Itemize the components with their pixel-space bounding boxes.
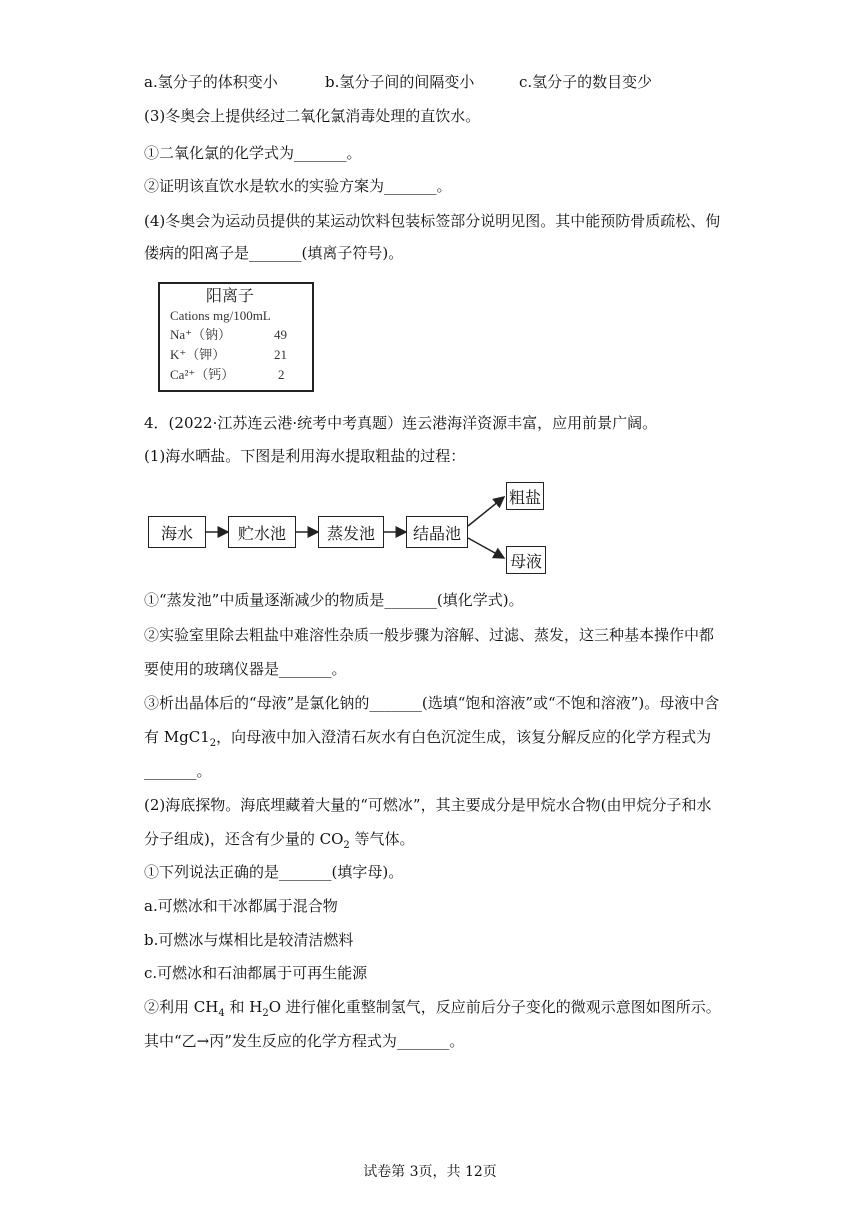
choice-b: b.可燃冰与煤相比是较清洁燃料 [144, 931, 354, 949]
question-4-2-cont: 分子组成)，还含有少量的 $CO_2$ 等气体。 [144, 830, 415, 851]
choice-a: a.可燃冰和干冰都属于混合物 [144, 897, 338, 915]
answer-blank: _______。 [144, 762, 212, 780]
ion-row-na: Na⁺（钠） [170, 327, 232, 342]
choice-c: c.可燃冰和石油都属于可再生能源 [144, 964, 368, 982]
ion-row-k: K⁺（钾） [170, 347, 226, 362]
question-4-1-2-cont: 要使用的玻璃仪器是_______。 [144, 660, 347, 678]
flow-evaporation-pool: 蒸发池 [318, 516, 384, 548]
question-4-2-2: ②利用 $CH_4$ 和 $H_2O$ 进行催化重整制氢气，反应前后分子变化的微观示意图如图所示。 [144, 998, 721, 1019]
option-b: b.氢分子间的间隔变小 [325, 73, 475, 91]
option-a: a.氢分子的体积变小 [144, 73, 278, 91]
flow-mother-liquor: 母液 [506, 546, 546, 574]
ion-label-title: 阳离子 [206, 288, 255, 305]
ion-row-ca: Ca²⁺（钙） [170, 367, 235, 382]
flow-crystallization-pool: 结晶池 [406, 516, 468, 548]
ion-value-k: 21 [274, 347, 287, 362]
ion-label-header: Cations mg/100mL [170, 308, 271, 323]
page-footer: 试卷第 3页，共 12页 [363, 1164, 497, 1180]
question-4-title: 4．(2022·江苏连云港·统考中考真题）连云港海洋资源丰富，应用前景广阔。 [144, 414, 658, 432]
question-3-4: (4)冬奥会为运动员提供的某运动饮料包装标签部分说明见图。其中能预防骨质疏松、佝 [144, 212, 721, 230]
question-4-1-2: ②实验室里除去粗盐中难溶性杂质一般步骤为溶解、过滤、蒸发，这三种基本操作中都 [144, 626, 715, 644]
question-4-2-1: ①下列说法正确的是_______(填字母)。 [144, 863, 404, 881]
question-4-1: (1)海水晒盐。下图是利用海水提取粗盐的过程： [144, 447, 466, 465]
option-c: c.氢分子的数目变少 [519, 73, 653, 91]
question-4-1-1: ①“蒸发池”中质量逐渐减少的物质是_______(填化学式)。 [144, 591, 524, 609]
flow-crude-salt: 粗盐 [506, 482, 544, 510]
ion-value-ca: 2 [278, 367, 285, 382]
ion-value-na: 49 [274, 327, 287, 342]
question-3-3: (3)冬奥会上提供经过二氧化氯消毒处理的直饮水。 [144, 107, 481, 125]
question-4-2: (2)海底探物。海底埋藏着大量的“可燃冰”，其主要成分是甲烷水合物(由甲烷分子和水 [144, 796, 712, 814]
question-3-4-cont: 偻病的阳离子是_______(填离子符号)。 [144, 244, 404, 262]
question-3-3-1: ①二氧化氯的化学式为_______。 [144, 144, 362, 162]
question-3-3-2: ②证明该直饮水是软水的实验方案为_______。 [144, 177, 452, 195]
question-4-2-2-cont: 其中“乙→丙”发生反应的化学方程式为_______。 [144, 1032, 465, 1050]
flow-storage-pool: 贮水池 [228, 516, 296, 548]
question-4-1-3-cont: 有 $MgC1_2$，向母液中加入澄清石灰水有白色沉淀生成，该复分解反应的化学方程式为 [144, 728, 712, 749]
flow-seawater: 海水 [148, 516, 206, 548]
question-4-1-3: ③析出晶体后的“母液”是氯化钠的_______(选填“饱和溶液”或“不饱和溶液”)。母液中含 [144, 694, 720, 712]
